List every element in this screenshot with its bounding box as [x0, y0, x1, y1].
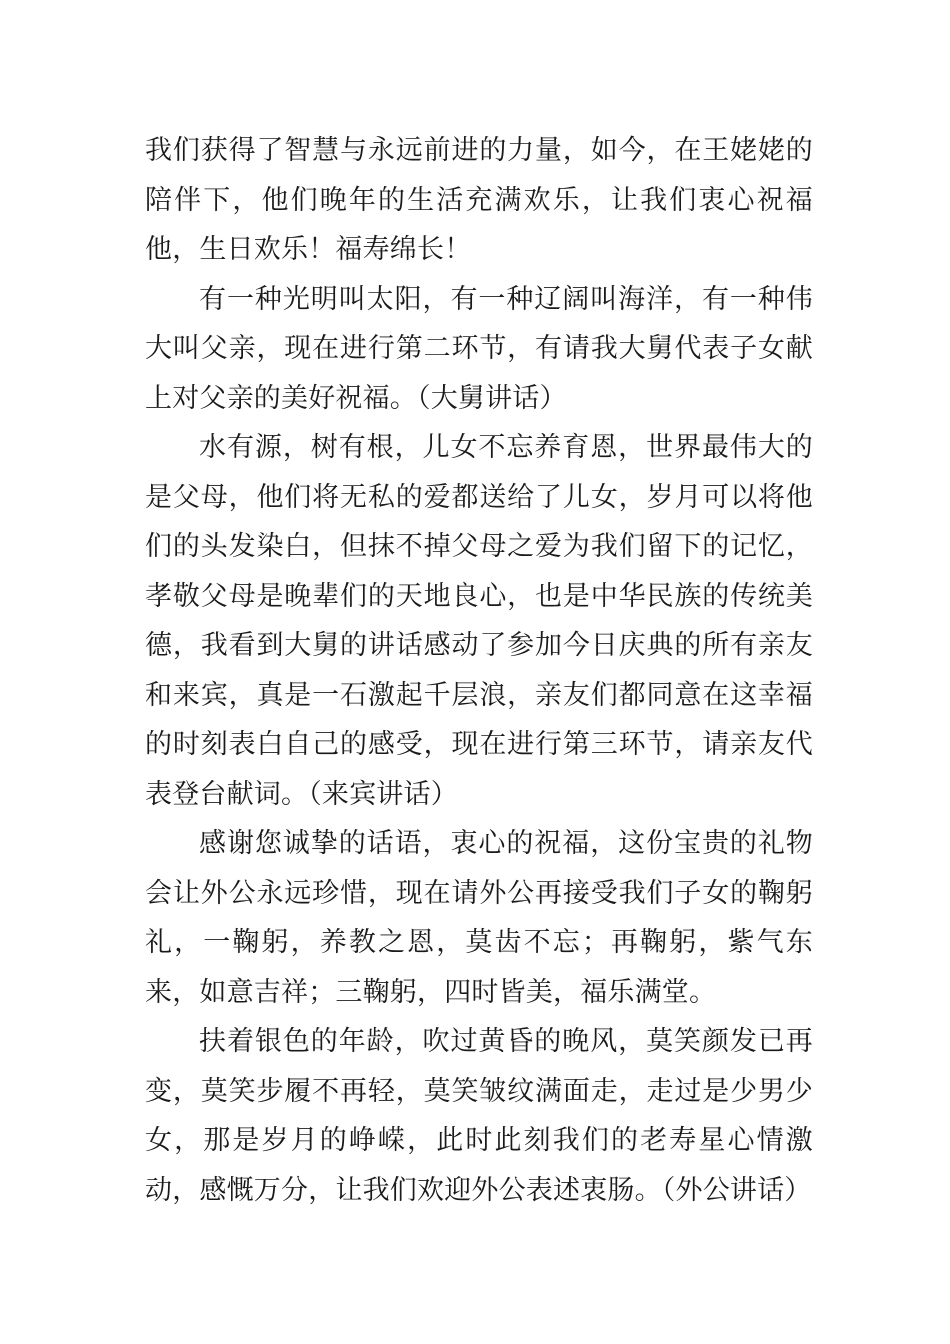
document-body: [145, 126, 813, 1215]
paragraph-continued: 我们获得了智慧与永远前进的力量，如今，在王姥姥的陪伴下，他们晚年的生活充满欢乐，让我们衷心祝福他，生日欢乐！福寿绵长！: [145, 135, 813, 265]
paragraph-grandfather-speech: 扶着银色的年龄，吹过黄昏的晚风，莫笑颜发已再变，莫笑步履不再轻，莫笑皱纹满面走，走过是少男少女，那是岁月的峥嵘，此时此刻我们的老寿星心情激动，感慨万分，让我们欢迎外公表述衷肠。（外公讲话）: [145, 1026, 813, 1206]
paragraph-bowing-ceremony: 感谢您诚挚的话语，衷心的祝福，这份宝贵的礼物会让外公永远珍惜，现在请外公再接受我们子女的鞠躬礼，一鞠躬，养教之恩，莫齿不忘；再鞠躬，紫气东来，如意吉祥；三鞠躬，四时皆美，福乐满堂。: [145, 828, 813, 1008]
paragraph-third-segment: 水有源，树有根，儿女不忘养育恩，世界最伟大的是父母，他们将无私的爱都送给了儿女，岁月可以将他们的头发染白，但抹不掉父母之爱为我们留下的记忆，孝敬父母是晚辈们的天地良心，也是中华民族的传统美德，我看到大舅的讲话感动了参加今日庆典的所有亲友和来宾，真是一石激起千层浪，亲友们都同意在这幸福的时刻表白自己的感受，现在进行第三环节，请亲友代表登台献词。（来宾讲话）: [145, 432, 813, 810]
paragraph-second-segment: 有一种光明叫太阳，有一种辽阔叫海洋，有一种伟大叫父亲，现在进行第二环节，有请我大舅代表子女献上对父亲的美好祝福。（大舅讲话）: [145, 283, 813, 414]
